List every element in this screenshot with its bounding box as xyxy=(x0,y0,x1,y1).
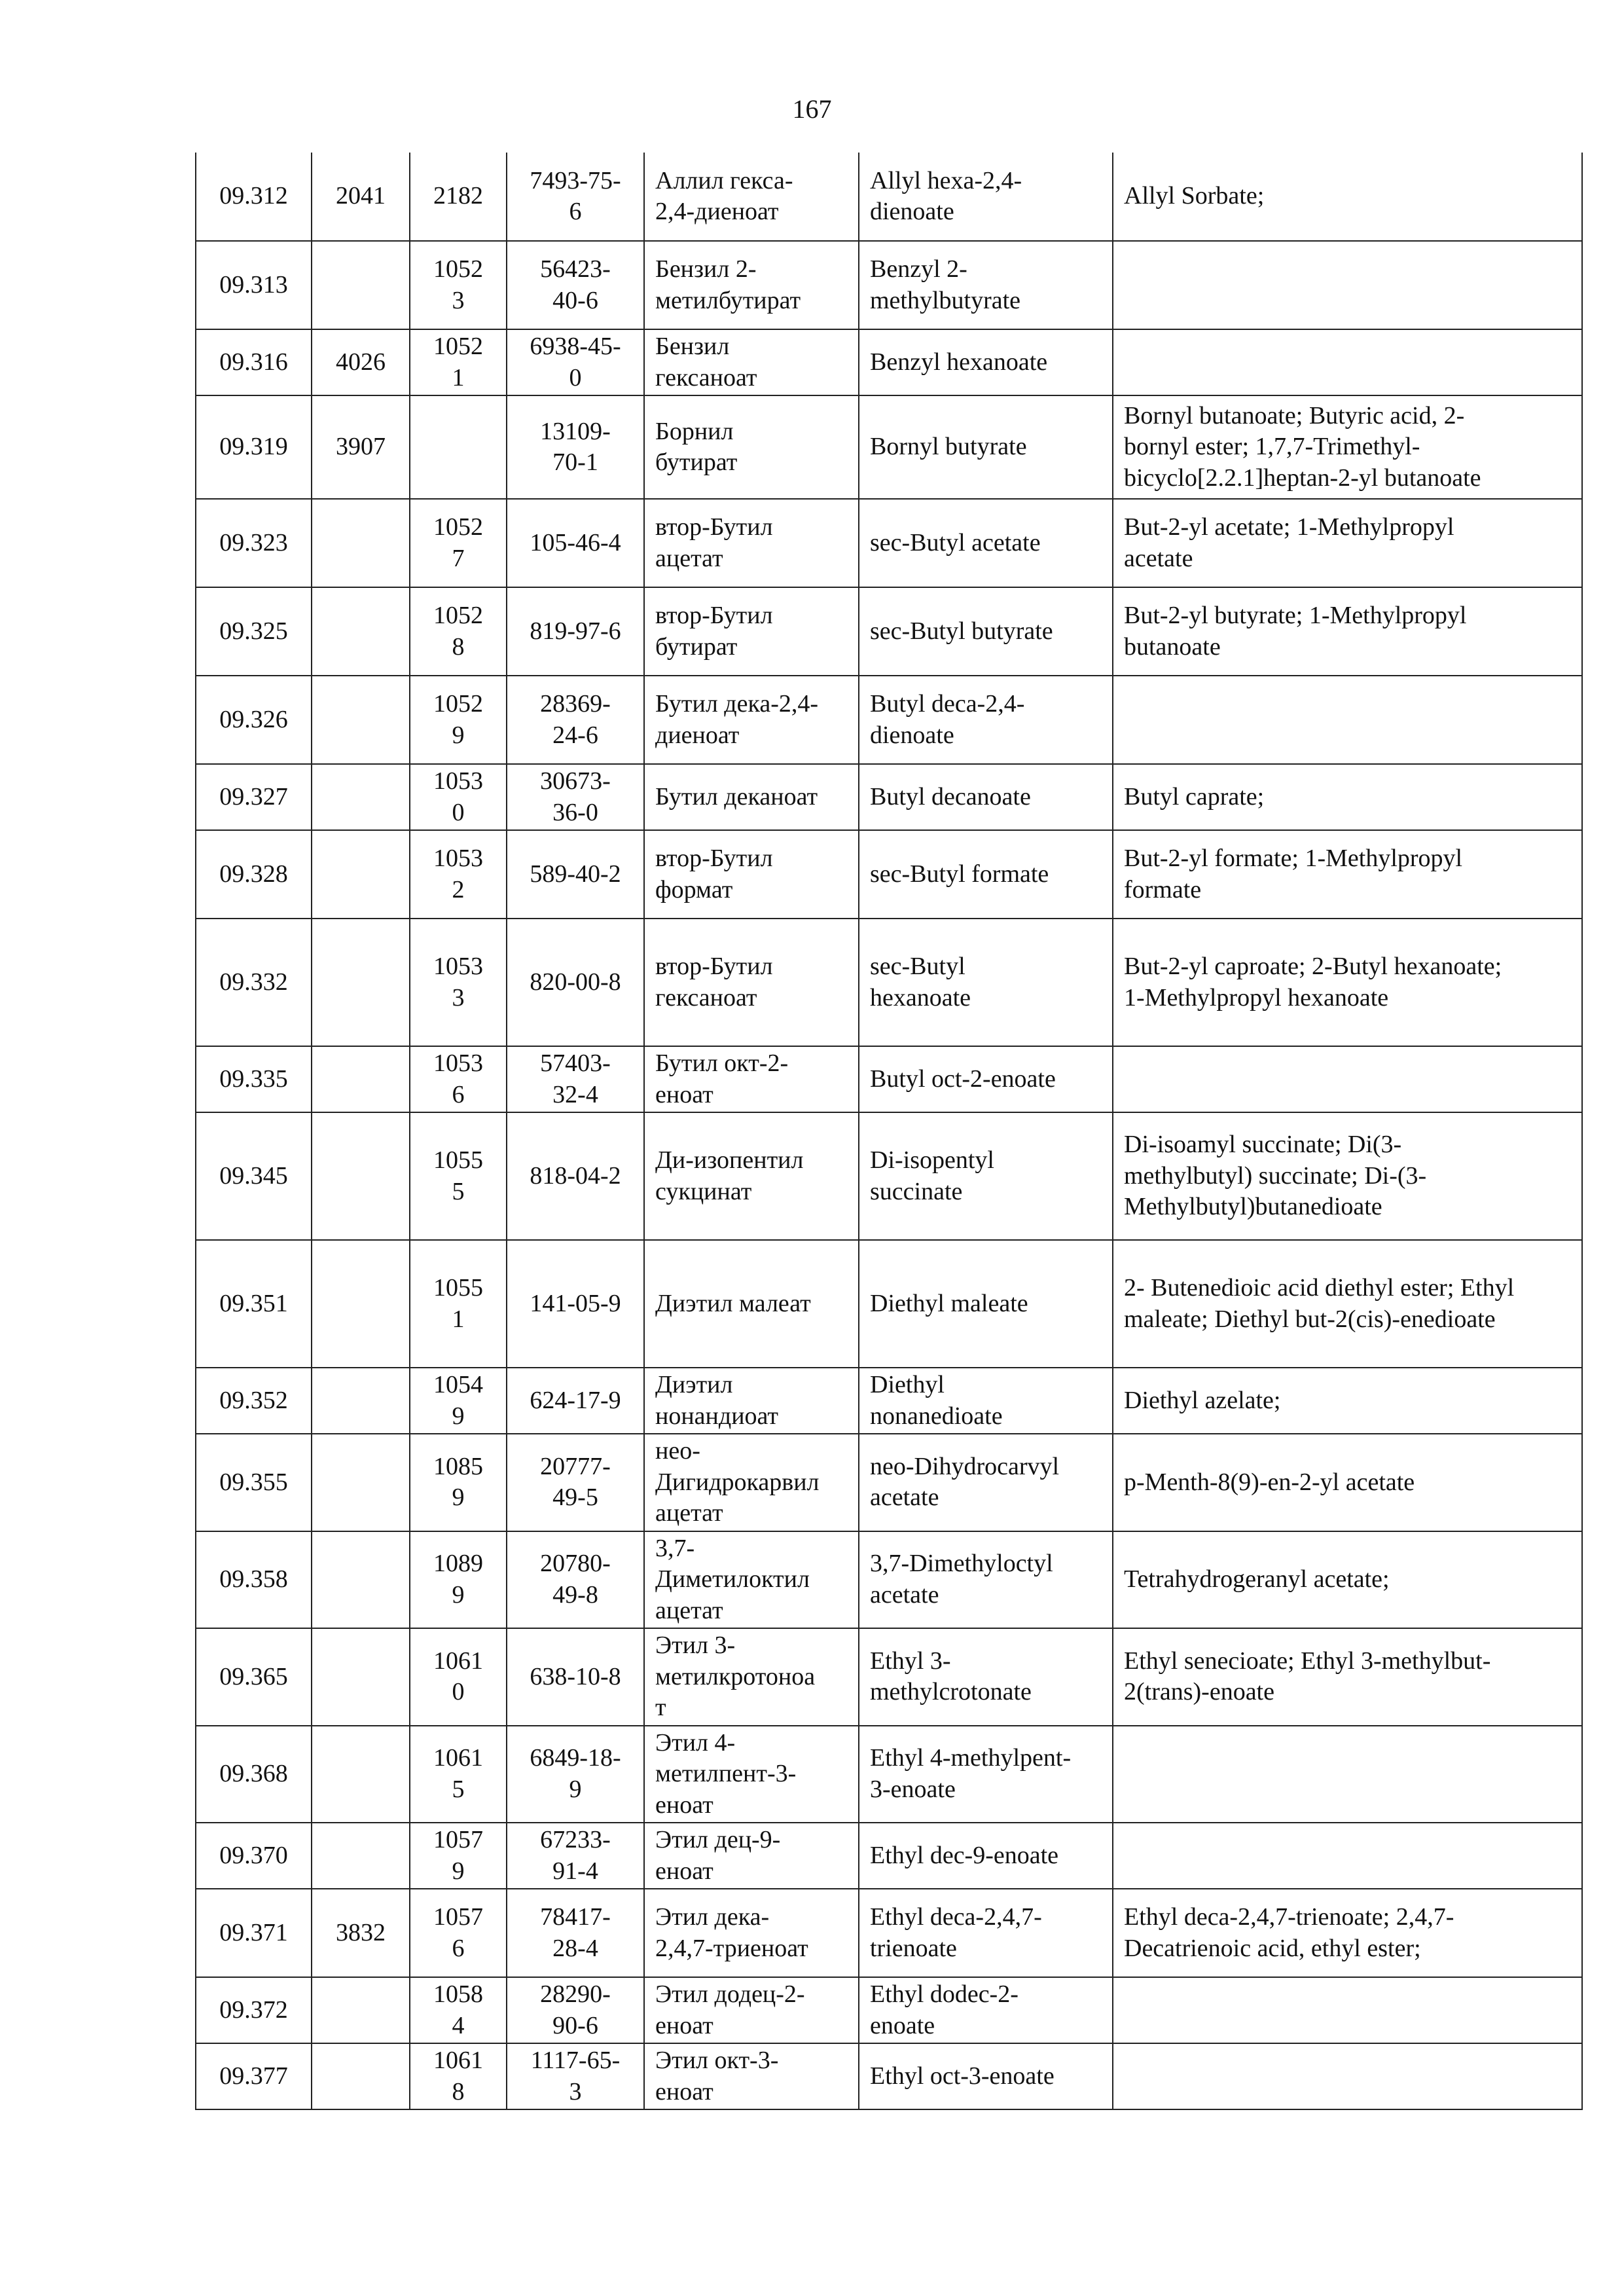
russian-name-cell: Этил додец-2- еноат xyxy=(644,1977,859,2043)
synonyms-cell: Tetrahydrogeranyl acetate; xyxy=(1113,1531,1582,1629)
russian-name-cell: Этил окт-3- еноат xyxy=(644,2043,859,2109)
fl-no-cell: 09.372 xyxy=(196,1977,312,2043)
table-row xyxy=(196,241,1582,329)
synonyms-cell: But-2-yl butyrate; 1-Methylpropyl butanoate xyxy=(1113,587,1582,676)
synonyms-cell: Ethyl senecioate; Ethyl 3-methylbut- 2(trans)-enoate xyxy=(1113,1628,1582,1726)
english-name-cell: sec-Butyl hexanoate xyxy=(859,919,1113,1046)
russian-name-cell: втор-Бутил формат xyxy=(644,830,859,919)
english-name-cell: Di-isopentyl succinate xyxy=(859,1112,1113,1240)
jecfa-no-cell: 2041 xyxy=(312,153,410,241)
cas-no-cell: 13109- 70-1 xyxy=(507,395,644,499)
cas-no-cell: 105-46-4 xyxy=(507,499,644,587)
fl-no-cell: 09.316 xyxy=(196,329,312,395)
coe-no-cell: 1052 1 xyxy=(410,329,507,395)
fl-no-cell: 09.371 xyxy=(196,1889,312,1977)
russian-name-cell: 3,7- Диметилоктил ацетат xyxy=(644,1531,859,1629)
fl-no-cell: 09.370 xyxy=(196,1823,312,1889)
cas-no-cell: 67233- 91-4 xyxy=(507,1823,644,1889)
english-name-cell: Benzyl hexanoate xyxy=(859,329,1113,395)
english-name-cell: 3,7-Dimethyloctyl acetate xyxy=(859,1531,1113,1629)
table-row xyxy=(196,1726,1582,1823)
synonyms-cell: But-2-yl formate; 1-Methylpropyl formate xyxy=(1113,830,1582,919)
coe-no-cell: 1057 6 xyxy=(410,1889,507,1977)
cas-no-cell: 819-97-6 xyxy=(507,587,644,676)
jecfa-no-cell xyxy=(312,1240,410,1368)
jecfa-no-cell xyxy=(312,1368,410,1434)
english-name-cell: Ethyl deca-2,4,7- trienoate xyxy=(859,1889,1113,1977)
table-row xyxy=(196,499,1582,587)
coe-no-cell: 1055 5 xyxy=(410,1112,507,1240)
table-row xyxy=(196,676,1582,764)
coe-no-cell: 1052 7 xyxy=(410,499,507,587)
table-row xyxy=(196,764,1582,830)
jecfa-no-cell xyxy=(312,1823,410,1889)
table-row xyxy=(196,1240,1582,1368)
fl-no-cell: 09.351 xyxy=(196,1240,312,1368)
fl-no-cell: 09.328 xyxy=(196,830,312,919)
table-row xyxy=(196,1977,1582,2043)
synonyms-cell: Butyl caprate; xyxy=(1113,764,1582,830)
english-name-cell: Ethyl oct-3-enoate xyxy=(859,2043,1113,2109)
synonyms-cell: 2- Butenedioic acid diethyl ester; Ethyl maleate; Diethyl but-2(cis)-enedioate xyxy=(1113,1240,1582,1368)
jecfa-no-cell xyxy=(312,1977,410,2043)
russian-name-cell: Этил 4- метилпент-3- еноат xyxy=(644,1726,859,1823)
table-row xyxy=(196,1628,1582,1726)
english-name-cell: Butyl deca-2,4- dienoate xyxy=(859,676,1113,764)
english-name-cell: Ethyl dec-9-enoate xyxy=(859,1823,1113,1889)
fl-no-cell: 09.355 xyxy=(196,1434,312,1531)
coe-no-cell: 1085 9 xyxy=(410,1434,507,1531)
jecfa-no-cell xyxy=(312,1628,410,1726)
table-row xyxy=(196,1368,1582,1434)
synonyms-cell xyxy=(1113,1046,1582,1112)
cas-no-cell: 589-40-2 xyxy=(507,830,644,919)
coe-no-cell: 1061 8 xyxy=(410,2043,507,2109)
flavouring-substances-table xyxy=(195,153,1583,2110)
english-name-cell: Bornyl butyrate xyxy=(859,395,1113,499)
cas-no-cell: 638-10-8 xyxy=(507,1628,644,1726)
jecfa-no-cell xyxy=(312,499,410,587)
jecfa-no-cell xyxy=(312,1726,410,1823)
table-row xyxy=(196,1889,1582,1977)
table-row xyxy=(196,830,1582,919)
english-name-cell: Ethyl dodec-2- enoate xyxy=(859,1977,1113,2043)
english-name-cell: Diethyl nonanedioate xyxy=(859,1368,1113,1434)
english-name-cell: neo-Dihydrocarvyl acetate xyxy=(859,1434,1113,1531)
fl-no-cell: 09.377 xyxy=(196,2043,312,2109)
synonyms-cell: But-2-yl caproate; 2-Butyl hexanoate; 1-Methylpropyl hexanoate xyxy=(1113,919,1582,1046)
table-row xyxy=(196,2043,1582,2109)
english-name-cell: Butyl oct-2-enoate xyxy=(859,1046,1113,1112)
cas-no-cell: 28369- 24-6 xyxy=(507,676,644,764)
synonyms-cell xyxy=(1113,1726,1582,1823)
russian-name-cell: Диэтил малеат xyxy=(644,1240,859,1368)
jecfa-no-cell xyxy=(312,1112,410,1240)
fl-no-cell: 09.319 xyxy=(196,395,312,499)
coe-no-cell: 1052 3 xyxy=(410,241,507,329)
synonyms-cell: Di-isoamyl succinate; Di(3- methylbutyl) succinate; Di-(3- Methylbutyl)butanedioate xyxy=(1113,1112,1582,1240)
table-row xyxy=(196,587,1582,676)
coe-no-cell: 1052 8 xyxy=(410,587,507,676)
jecfa-no-cell xyxy=(312,764,410,830)
english-name-cell: Butyl decanoate xyxy=(859,764,1113,830)
fl-no-cell: 09.312 xyxy=(196,153,312,241)
fl-no-cell: 09.365 xyxy=(196,1628,312,1726)
jecfa-no-cell: 4026 xyxy=(312,329,410,395)
table-row xyxy=(196,1046,1582,1112)
english-name-cell: sec-Butyl formate xyxy=(859,830,1113,919)
jecfa-no-cell xyxy=(312,676,410,764)
russian-name-cell: втор-Бутил бутират xyxy=(644,587,859,676)
russian-name-cell: Диэтил нонандиоат xyxy=(644,1368,859,1434)
cas-no-cell: 818-04-2 xyxy=(507,1112,644,1240)
jecfa-no-cell: 3832 xyxy=(312,1889,410,1977)
english-name-cell: Ethyl 4-methylpent- 3-enoate xyxy=(859,1726,1113,1823)
coe-no-cell: 1052 9 xyxy=(410,676,507,764)
fl-no-cell: 09.335 xyxy=(196,1046,312,1112)
coe-no-cell: 1061 0 xyxy=(410,1628,507,1726)
table-row xyxy=(196,1531,1582,1629)
coe-no-cell xyxy=(410,395,507,499)
coe-no-cell: 1057 9 xyxy=(410,1823,507,1889)
synonyms-cell: Bornyl butanoate; Butyric acid, 2- bornyl ester; 1,7,7-Trimethyl- bicyclo[2.2.1]heptan-2-yl butanoate xyxy=(1113,395,1582,499)
fl-no-cell: 09.368 xyxy=(196,1726,312,1823)
cas-no-cell: 820-00-8 xyxy=(507,919,644,1046)
russian-name-cell: Ди-изопентил сукцинат xyxy=(644,1112,859,1240)
coe-no-cell: 1053 2 xyxy=(410,830,507,919)
table-row xyxy=(196,153,1582,241)
fl-no-cell: 09.358 xyxy=(196,1531,312,1629)
cas-no-cell: 56423- 40-6 xyxy=(507,241,644,329)
english-name-cell: sec-Butyl acetate xyxy=(859,499,1113,587)
fl-no-cell: 09.327 xyxy=(196,764,312,830)
cas-no-cell: 1117-65- 3 xyxy=(507,2043,644,2109)
russian-name-cell: Бутил окт-2- еноат xyxy=(644,1046,859,1112)
russian-name-cell: Этил дец-9- еноат xyxy=(644,1823,859,1889)
table-row xyxy=(196,1823,1582,1889)
table-row xyxy=(196,919,1582,1046)
jecfa-no-cell: 3907 xyxy=(312,395,410,499)
synonyms-cell: Diethyl azelate; xyxy=(1113,1368,1582,1434)
english-name-cell: sec-Butyl butyrate xyxy=(859,587,1113,676)
synonyms-cell: Allyl Sorbate; xyxy=(1113,153,1582,241)
cas-no-cell: 20780- 49-8 xyxy=(507,1531,644,1629)
coe-no-cell: 1055 1 xyxy=(410,1240,507,1368)
cas-no-cell: 6849-18- 9 xyxy=(507,1726,644,1823)
coe-no-cell: 1058 4 xyxy=(410,1977,507,2043)
cas-no-cell: 57403- 32-4 xyxy=(507,1046,644,1112)
fl-no-cell: 09.326 xyxy=(196,676,312,764)
fl-no-cell: 09.313 xyxy=(196,241,312,329)
russian-name-cell: Этил дека- 2,4,7-триеноат xyxy=(644,1889,859,1977)
cas-no-cell: 141-05-9 xyxy=(507,1240,644,1368)
english-name-cell: Benzyl 2- methylbutyrate xyxy=(859,241,1113,329)
coe-no-cell: 1054 9 xyxy=(410,1368,507,1434)
jecfa-no-cell xyxy=(312,241,410,329)
russian-name-cell: нео- Дигидрокарвил ацетат xyxy=(644,1434,859,1531)
synonyms-cell xyxy=(1113,676,1582,764)
table-row xyxy=(196,395,1582,499)
russian-name-cell: Бензил 2- метилбутират xyxy=(644,241,859,329)
synonyms-cell xyxy=(1113,1977,1582,2043)
coe-no-cell: 1089 9 xyxy=(410,1531,507,1629)
cas-no-cell: 624-17-9 xyxy=(507,1368,644,1434)
fl-no-cell: 09.352 xyxy=(196,1368,312,1434)
english-name-cell: Ethyl 3- methylcrotonate xyxy=(859,1628,1113,1726)
russian-name-cell: Бензил гексаноат xyxy=(644,329,859,395)
russian-name-cell: Бутил дека-2,4- диеноат xyxy=(644,676,859,764)
synonyms-cell xyxy=(1113,329,1582,395)
coe-no-cell: 1053 3 xyxy=(410,919,507,1046)
jecfa-no-cell xyxy=(312,919,410,1046)
synonyms-cell xyxy=(1113,1823,1582,1889)
table-row xyxy=(196,1434,1582,1531)
fl-no-cell: 09.332 xyxy=(196,919,312,1046)
jecfa-no-cell xyxy=(312,1046,410,1112)
fl-no-cell: 09.345 xyxy=(196,1112,312,1240)
coe-no-cell: 1053 0 xyxy=(410,764,507,830)
fl-no-cell: 09.325 xyxy=(196,587,312,676)
jecfa-no-cell xyxy=(312,1531,410,1629)
synonyms-cell: Ethyl deca-2,4,7-trienoate; 2,4,7- Decatrienoic acid, ethyl ester; xyxy=(1113,1889,1582,1977)
english-name-cell: Diethyl maleate xyxy=(859,1240,1113,1368)
synonyms-cell: p-Menth-8(9)-en-2-yl acetate xyxy=(1113,1434,1582,1531)
cas-no-cell: 30673- 36-0 xyxy=(507,764,644,830)
russian-name-cell: Борнил бутират xyxy=(644,395,859,499)
cas-no-cell: 20777- 49-5 xyxy=(507,1434,644,1531)
fl-no-cell: 09.323 xyxy=(196,499,312,587)
russian-name-cell: Этил 3- метилкротоноа т xyxy=(644,1628,859,1726)
jecfa-no-cell xyxy=(312,830,410,919)
jecfa-no-cell xyxy=(312,2043,410,2109)
coe-no-cell: 2182 xyxy=(410,153,507,241)
coe-no-cell: 1061 5 xyxy=(410,1726,507,1823)
cas-no-cell: 78417- 28-4 xyxy=(507,1889,644,1977)
page-number: 167 xyxy=(792,94,832,124)
russian-name-cell: втор-Бутил ацетат xyxy=(644,499,859,587)
synonyms-cell: But-2-yl acetate; 1-Methylpropyl acetate xyxy=(1113,499,1582,587)
synonyms-cell xyxy=(1113,2043,1582,2109)
synonyms-cell xyxy=(1113,241,1582,329)
cas-no-cell: 28290- 90-6 xyxy=(507,1977,644,2043)
russian-name-cell: Аллил гекса- 2,4-диеноат xyxy=(644,153,859,241)
jecfa-no-cell xyxy=(312,1434,410,1531)
russian-name-cell: Бутил деканоат xyxy=(644,764,859,830)
english-name-cell: Allyl hexa-2,4- dienoate xyxy=(859,153,1113,241)
cas-no-cell: 6938-45- 0 xyxy=(507,329,644,395)
table-row xyxy=(196,1112,1582,1240)
russian-name-cell: втор-Бутил гексаноат xyxy=(644,919,859,1046)
cas-no-cell: 7493-75- 6 xyxy=(507,153,644,241)
jecfa-no-cell xyxy=(312,587,410,676)
coe-no-cell: 1053 6 xyxy=(410,1046,507,1112)
table-row xyxy=(196,329,1582,395)
